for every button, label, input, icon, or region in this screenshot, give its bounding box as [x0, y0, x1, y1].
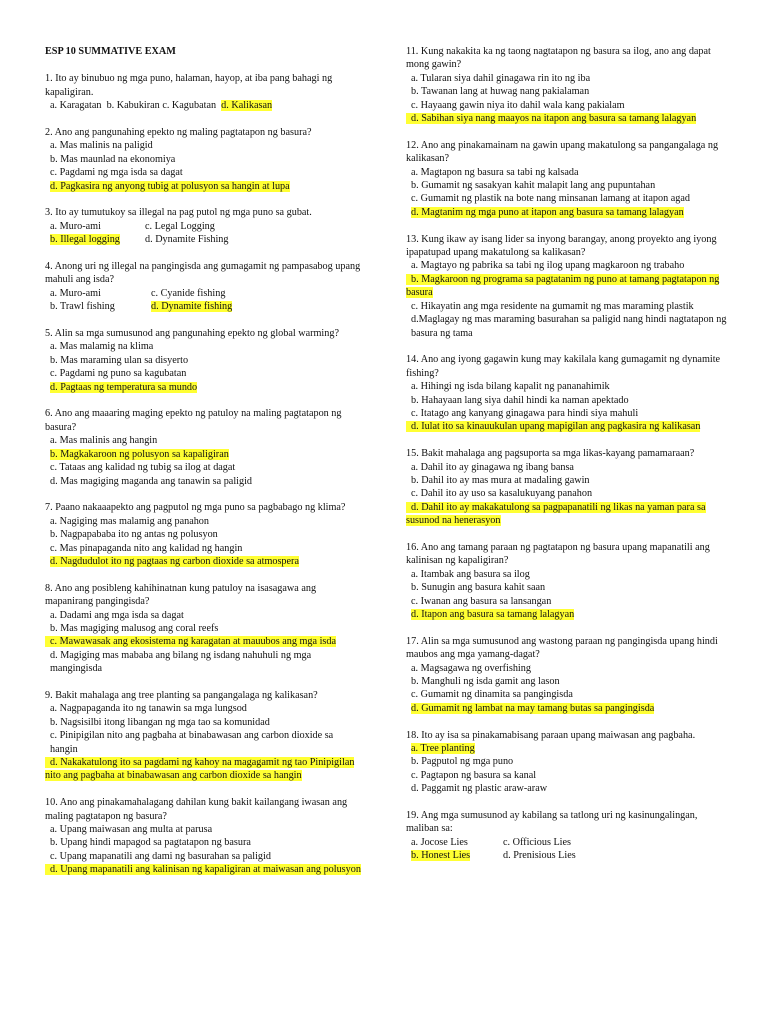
question-5: [45, 327, 363, 394]
option-b-answer: b. Illegal logging: [50, 234, 120, 246]
question-14: [406, 353, 728, 433]
option-c: c. Gumamit ng dinamita sa pangingisda: [411, 689, 573, 701]
option-a: a. Nagpapaganda ito ng tanawin sa mga lungsod: [50, 703, 247, 715]
option-a: a. Muro-ami: [50, 220, 101, 232]
option-b: b. Mas magiging malusog ang coral reefs: [50, 622, 219, 634]
option-a: a. Itambak ang basura sa ilog: [411, 568, 530, 580]
option-c: c. Tataas ang kalidad ng tubig sa ilog at dagat: [50, 462, 236, 474]
option-b: b. Gumamit ng sasakyan kahit malapit lang ang pupuntahan: [411, 180, 656, 192]
question-4: [45, 260, 363, 314]
option-a: a. Magsagawa ng overfishing: [411, 662, 531, 674]
question-6: [45, 407, 363, 487]
option-d: d. Dynamite Fishing: [145, 234, 229, 246]
options-row: [45, 300, 363, 313]
question-stem: 19. Ang mga sumusunod ay kabilang sa tatlong uri ng kasinungalingan, maliban sa:: [406, 810, 698, 835]
option-c: c. Officious Lies: [503, 836, 571, 848]
question-19: [406, 809, 728, 863]
option-b: b. Manghuli ng isda gamit ang lason: [411, 676, 560, 687]
question-stem: 16. Ano ang tamang paraan ng pagtatapon ng basura upang mapanatili ang kalinisan ng kapaligiran?: [406, 541, 710, 567]
options-row: [45, 233, 363, 246]
left-column: [45, 45, 363, 890]
question-10: [45, 796, 363, 876]
option-d-answer: d. Nagdudulot ito ng pagtaas ng carbon dioxide sa atmospera: [50, 555, 299, 567]
question-18: [406, 729, 728, 796]
option-d-answer: d. Nakakatulong ito sa pagdami ng kahoy na magagamit ng tao Pinipigilan nito ang pagbaha at binabawasan ang carbon dioxide sa hangin: [45, 757, 355, 782]
question-stem: 4. Anong uri ng illegal na pangingisda ang gumagamit ng pampasabog upang mahuli ang isda?: [45, 261, 361, 286]
question-stem: 3. Ito ay tumutukoy sa illegal na pag putol ng mga puno sa gubat.: [45, 207, 312, 219]
option-a-answer: a. Tree planting: [411, 743, 475, 755]
option-a: a. Jocose Lies: [411, 836, 468, 848]
question-9: [45, 689, 363, 783]
option-c: c. Pinipigilan nito ang pagbaha at binabawasan ang carbon dioxide sa hangin: [50, 730, 334, 755]
exam-title: ESP 10 SUMMATIVE EXAM: [45, 46, 176, 57]
question-stem: 10. Ano ang pinakamahalagang dahilan kung bakit kailangang iwasan ang maling pagtatapon ng basura?: [45, 797, 348, 822]
question-7: [45, 501, 363, 568]
options-row: [45, 220, 363, 233]
option-c: c. Mas pinapaganda nito ang kalidad ng hangin: [50, 542, 243, 554]
question-stem: 9. Bakit mahalaga ang tree planting sa pangangalaga ng kalikasan?: [45, 689, 318, 701]
option-d-answer: d. Iulat ito sa kinauukulan upang mapigilan ang pagkasira ng kalikasan: [406, 421, 700, 432]
option-a: a. Magtayo ng pabrika sa tabi ng ilog upang magkaroon ng trabaho: [411, 260, 685, 272]
option-d: d.Maglagay ng mas maraming basurahan sa paligid nang hindi nagtatapon ng basura ng tama: [411, 314, 727, 339]
option-a: a. Dadami ang mga isda sa dagat: [50, 609, 184, 621]
option-d-answer: d. Pagkasira ng anyong tubig at polusyon sa hangin at lupa: [50, 180, 290, 192]
question-1: [45, 72, 363, 112]
question-11: [406, 45, 728, 125]
option-d-answer: d. Gumamit ng lambat na may tamang butas sa pangingisda: [411, 702, 655, 714]
option-d: d. Magiging mas mababa ang bilang ng isdang nahuhuli ng mga mangingisda: [50, 649, 312, 675]
option-b: b. Tawanan lang at huwag nang pakialaman: [411, 86, 590, 98]
question-stem: 1. Ito ay binubuo ng mga puno, halaman, hayop, at iba pang bahagi ng kapaligiran.: [45, 73, 333, 98]
option-b-answer: b. Honest Lies: [411, 850, 471, 862]
question-stem: 17. Alin sa mga sumusunod ang wastong paraan ng pangingisda upang hindi maubos ang mga yamang-dagat?: [406, 635, 718, 661]
option-b: b. Nagsisilbi itong libangan ng mga tao sa komunidad: [50, 716, 270, 728]
options-row: [45, 99, 363, 112]
option-a: a. Mas malinis ang hangin: [50, 435, 158, 447]
option-a: a. Tularan siya dahil ginagawa rin ito ng iba: [411, 72, 591, 84]
options-row: [406, 836, 728, 849]
option-c: c. Hikayatin ang mga residente na gumamit ng mas maraming plastik: [411, 300, 694, 312]
option-c: c. Legal Logging: [145, 220, 215, 232]
option-d: d. Prenisious Lies: [503, 850, 576, 862]
options-row: [45, 287, 363, 300]
option-d-answer: d. Upang mapanatili ang kalinisan ng kapaligiran at maiwasan ang polusyon: [45, 864, 361, 875]
option-b-answer: b. Magkaroon ng programa sa pagtatanim ng puno at tamang pagtatapon ng basura: [406, 273, 720, 299]
option-b: b. Pagputol ng mga puno: [411, 756, 514, 768]
option-b: b. Trawl fishing: [50, 301, 115, 313]
option-a: a. Nagiging mas malamig ang panahon: [50, 515, 209, 527]
option-c: c. Cyanide fishing: [151, 287, 226, 299]
question-13: [406, 233, 728, 340]
option-d-answer: d. Pagtaas ng temperatura sa mundo: [50, 381, 198, 393]
option-c: c. Itatago ang kanyang ginagawa para hindi siya mahuli: [411, 407, 639, 419]
option-c: c. Iwanan ang basura sa lansangan: [411, 595, 552, 607]
question-2: [45, 126, 363, 193]
question-stem: 12. Ano ang pinakamainam na gawin upang makatulong sa pangangalaga ng kalikasan?: [406, 139, 719, 165]
option-a: a. Mas malamig na klima: [50, 341, 154, 353]
option-b: b. Mas maunlad na ekonomiya: [50, 153, 176, 165]
question-8: [45, 582, 363, 676]
question-17: [406, 635, 728, 715]
option-d: d. Mas magiging maganda ang tanawin sa paligid: [50, 475, 253, 487]
option-d-answer: d. Kalikasan: [221, 100, 273, 112]
option-a: a. Karagatan: [50, 100, 102, 112]
option-c: c. Upang mapanatili ang dami ng basurahan sa paligid: [50, 850, 271, 862]
option-c: c. Hayaang gawin niya ito dahil wala kang pakialam: [411, 99, 625, 111]
option-c: c. Pagtapon ng basura sa kanal: [411, 769, 537, 781]
option-c: c. Dahil ito ay uso sa kasalukuyang panahon: [411, 488, 593, 500]
option-d: d. Paggamit ng plastic araw-araw: [411, 783, 548, 795]
option-a: a. Mas malinis na paligid: [50, 140, 153, 152]
question-stem: 13. Kung ikaw ay isang lider sa inyong barangay, anong proyekto ang iyong ipapatupad upang makatulong sa kalikasan?: [406, 233, 717, 259]
option-a: a. Muro-ami: [50, 287, 101, 299]
question-stem: 7. Paano nakaaapekto ang pagputol ng mga puno sa pagbabago ng klima?: [45, 502, 346, 514]
question-stem: 6. Ano ang maaaring maging epekto ng patuloy na maling pagtatapon ng basura?: [45, 408, 342, 433]
option-d-answer: d. Sabihan siya nang maayos na itapon ang basura sa tamang lalagyan: [406, 113, 696, 124]
option-b: b. Dahil ito ay mas mura at madaling gawin: [411, 474, 590, 486]
option-b: b. Mas maraming ulan sa disyerto: [50, 354, 189, 366]
option-a: a. Upang maiwasan ang multa at parusa: [50, 824, 213, 836]
option-d-answer: d. Magtanim ng mga puno at itapon ang basura sa tamang lalagyan: [411, 206, 684, 218]
option-a: a. Hihingi ng isda bilang kapalit ng pananahimik: [411, 381, 610, 393]
option-b: b. Upang hindi mapagod sa pagtatapon ng basura: [50, 837, 251, 849]
question-stem: 2. Ano ang pangunahing epekto ng maling pagtatapon ng basura?: [45, 127, 312, 139]
option-b: b. Sunugin ang basura kahit saan: [411, 582, 546, 594]
question-15: [406, 447, 728, 527]
option-b: b. Kabukiran: [106, 100, 160, 112]
option-c-answer: c. Mawawasak ang ekosistema ng karagatan at mauubos ang mga isda: [45, 636, 336, 647]
option-c: c. Kagubatan: [162, 100, 217, 112]
option-d-answer: d. Dahil ito ay makakatulong sa pagpapanatili ng likas na yaman para sa susunod na henerasyon: [406, 501, 706, 527]
option-c: c. Pagdami ng puno sa kagubatan: [50, 368, 187, 380]
option-d-answer: d. Dynamite fishing: [151, 301, 233, 313]
options-row: [406, 849, 728, 862]
option-b: b. Hahayaan lang siya dahil hindi ka naman apektado: [411, 394, 629, 406]
option-d-answer: d. Itapon ang basura sa tamang lalagyan: [411, 608, 575, 620]
option-c: c. Pagdami ng mga isda sa dagat: [50, 167, 183, 179]
question-stem: 14. Ano ang iyong gagawin kung may kakilala kang gumagamit ng dynamite fishing?: [406, 354, 721, 379]
question-stem: 11. Kung nakakita ka ng taong nagtatapon ng basura sa ilog, ano ang dapat mong gawin?: [406, 46, 711, 71]
option-c: c. Gumamit ng plastik na bote nang minsanan lamang at itapon agad: [411, 193, 690, 205]
question-3: [45, 206, 363, 246]
option-a: a. Dahil ito ay ginagawa ng ibang bansa: [411, 461, 574, 473]
question-stem: 8. Ano ang posibleng kahihinatnan kung patuloy na isasagawa ang mapanirang pangingisda?: [45, 582, 317, 608]
question-16: [406, 541, 728, 621]
option-b-answer: b. Magkakaroon ng polusyon sa kapaligiran: [50, 448, 229, 460]
question-12: [406, 139, 728, 219]
right-column: [406, 45, 728, 876]
option-a: a. Magtapon ng basura sa tabi ng kalsada: [411, 166, 579, 178]
question-stem: 15. Bakit mahalaga ang pagsuporta sa mga likas-kayang pamamaraan?: [406, 448, 695, 460]
question-stem: 18. Ito ay isa sa pinakamabisang paraan upang maiwasan ang pagbaha.: [406, 729, 696, 741]
option-b: b. Nagpapababa ito ng antas ng polusyon: [50, 529, 218, 541]
question-stem: 5. Alin sa mga sumusunod ang pangunahing epekto ng global warming?: [45, 328, 339, 340]
